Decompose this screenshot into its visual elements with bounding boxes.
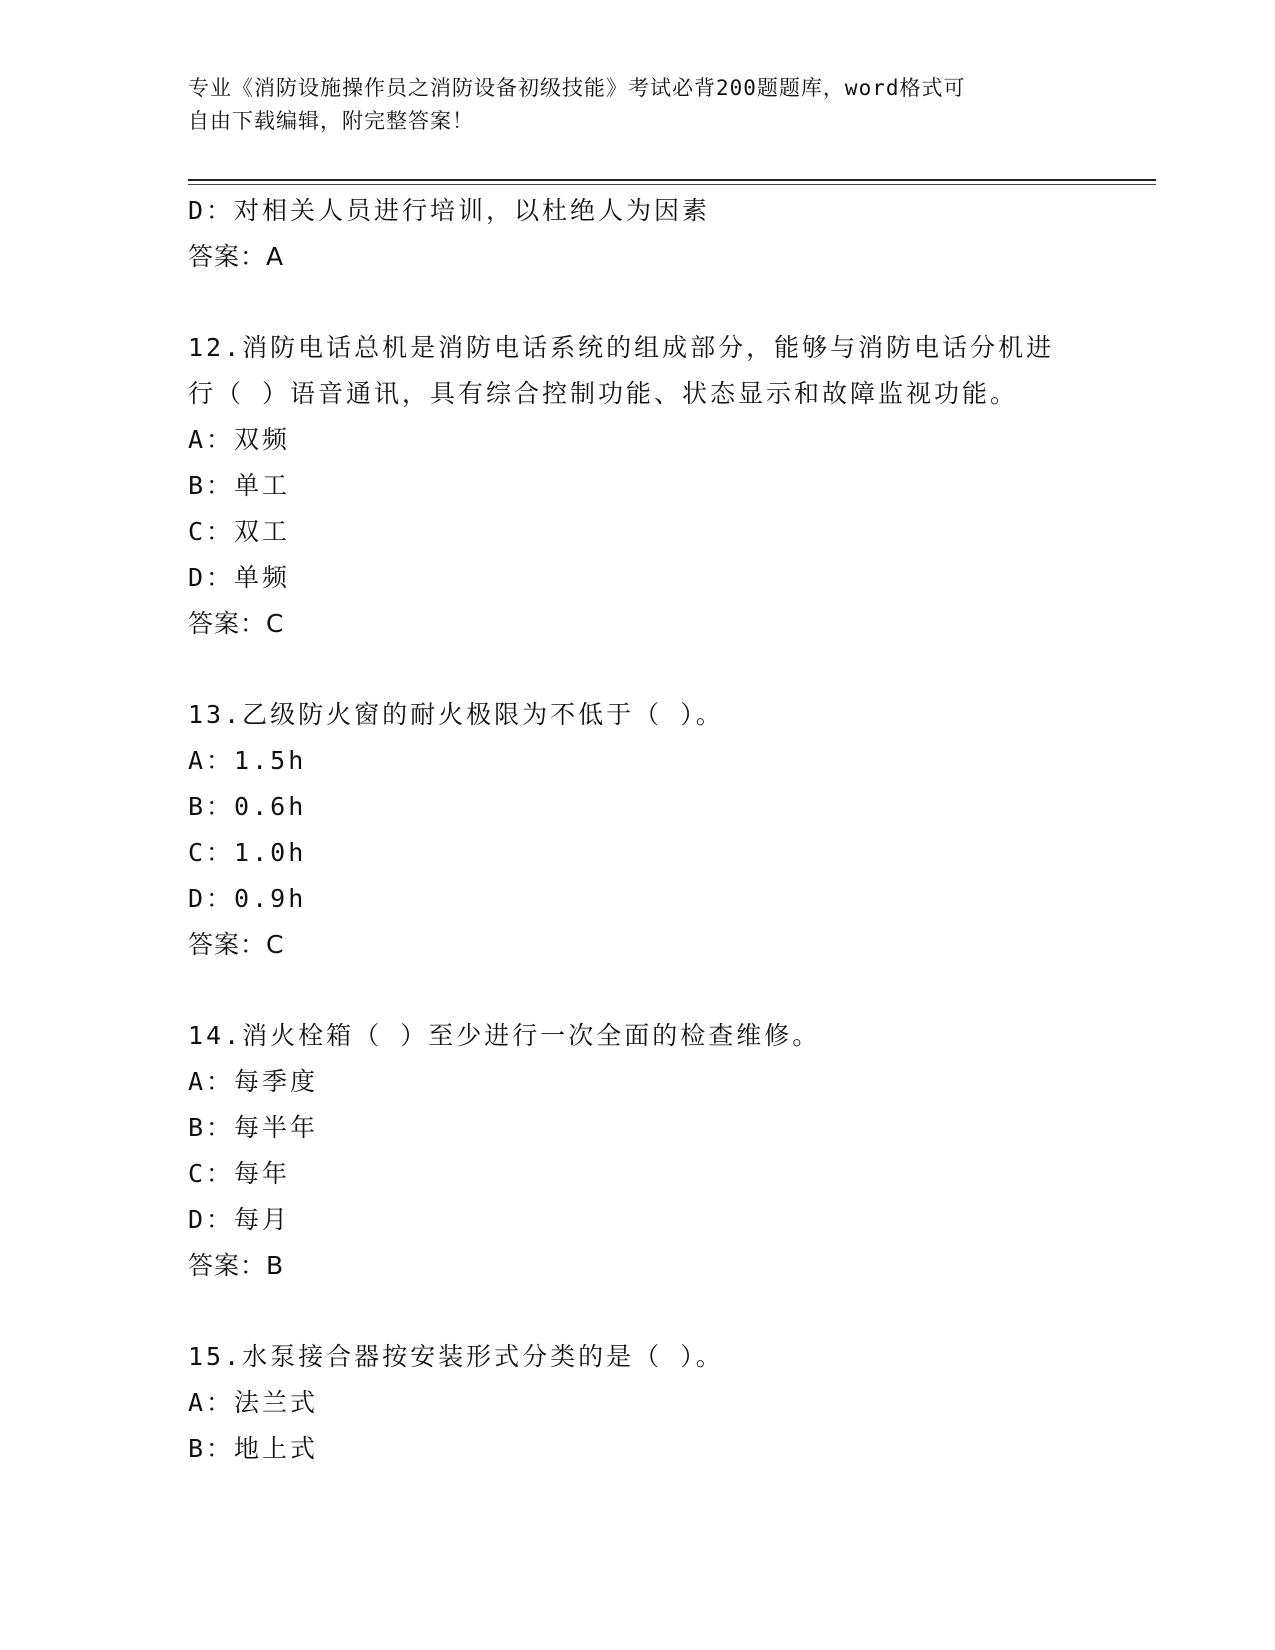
answer-line: 答案：C — [188, 930, 285, 959]
question-list — [188, 188, 1128, 1472]
option-d: D：对相关人员进行培训，以杜绝人为因素 — [188, 196, 711, 225]
option-a: A：每季度 — [188, 1067, 319, 1096]
option-c: C：双工 — [188, 517, 291, 546]
question-15 — [188, 1334, 1128, 1472]
question-stem: 14.消火栓箱（ ）至少进行一次全面的检查维修。 — [188, 1021, 821, 1050]
question-stem: 15.水泵接合器按安装形式分类的是（ ）。 — [188, 1342, 724, 1371]
question-13 — [188, 692, 1128, 968]
header-divider-thin — [188, 184, 1156, 185]
option-b: B：单工 — [188, 471, 291, 500]
spacer — [188, 1289, 1128, 1334]
spacer — [188, 647, 1128, 692]
option-a: A：1.5h — [188, 746, 307, 775]
option-d: D：0.9h — [188, 884, 307, 913]
spacer — [188, 280, 1128, 325]
answer-line: 答案：B — [188, 1251, 285, 1280]
header-line-1: 专业《消防设施操作员之消防设备初级技能》考试必背200题题库，word格式可 — [188, 76, 966, 100]
option-b: B：地上式 — [188, 1434, 319, 1463]
option-b: B：每半年 — [188, 1113, 319, 1142]
option-d: D：每月 — [188, 1205, 291, 1234]
question-12 — [188, 325, 1128, 647]
question-stem: 12.消防电话总机是消防电话系统的组成部分，能够与消防电话分机进 — [188, 333, 1055, 362]
question-14 — [188, 1013, 1128, 1289]
option-c: C：每年 — [188, 1159, 291, 1188]
question-stem-continued: 行（ ）语音通讯，具有综合控制功能、状态显示和故障监视功能。 — [188, 379, 1019, 408]
question-stem: 13.乙级防火窗的耐火极限为不低于（ ）。 — [188, 700, 724, 729]
header-line-2: 自由下载编辑，附完整答案！ — [188, 109, 474, 133]
option-a: A：双频 — [188, 425, 291, 454]
option-b: B：0.6h — [188, 792, 307, 821]
header-divider-thick — [188, 179, 1156, 181]
option-d: D：单频 — [188, 563, 291, 592]
answer-line: 答案：A — [188, 242, 285, 271]
spacer — [188, 968, 1128, 1013]
option-c: C：1.0h — [188, 838, 307, 867]
document-header — [188, 72, 1088, 138]
option-a: A：法兰式 — [188, 1388, 319, 1417]
carryover-question — [188, 188, 1128, 280]
answer-line: 答案：C — [188, 609, 285, 638]
